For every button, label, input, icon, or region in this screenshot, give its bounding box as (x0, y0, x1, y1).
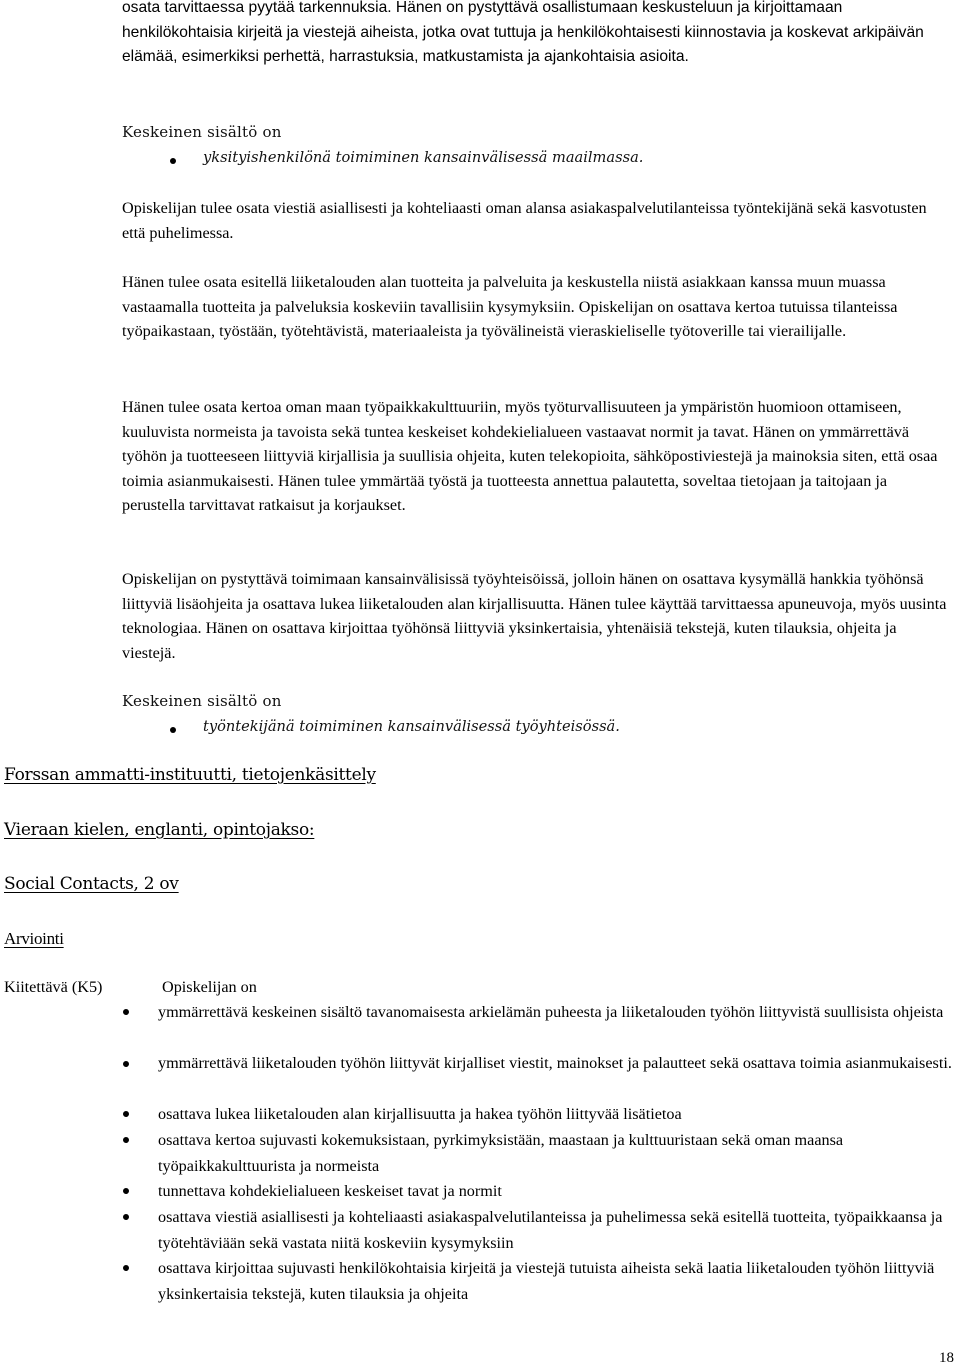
section2-bullet: työntekijänä toimiminen kansainvälisessä työyhteisössä. (203, 718, 620, 735)
bullet-icon (123, 1188, 129, 1194)
bullet-icon (123, 1009, 129, 1015)
criteria-item: tunnettava kohdekielialueen keskeiset tavat ja normit (158, 1182, 502, 1200)
grade-label: Kiitettävä (K5) (4, 978, 103, 996)
bullet-icon (123, 1265, 129, 1271)
section2-heading: Keskeinen sisältö on (122, 692, 282, 710)
bullet-icon (170, 727, 176, 733)
bullet-icon (123, 1137, 129, 1143)
criteria-item: osattava kirjoittaa sujuvasti henkilökohtaisia kirjeitä ja viestejä tutuista aiheista sekä laatia liiketalouden työhön liittyviä yksinkertaisia tekstejä, kuten tilauksia ja ohjeita (158, 1259, 935, 1303)
course-name: Social Contacts, 2 ov (4, 874, 179, 894)
evaluation-heading: Arviointi (4, 929, 64, 948)
page-number: 18 (939, 1350, 954, 1366)
paragraph-3: Hänen tulee osata kertoa oman maan työpaikkakulttuuriin, myös työturvallisuuteen ja ympäristön huomioon ottamiseen, kuuluvista normeista ja tavoista sekä tuntea keskeiset kohdekielialueen vastaavat normit ja tavat. Hänen on ymmärrettävä työhön ja tuotteeseen liittyviä kirjallisia ja suullisia ohjeita, kuten telekopioita, sähköpostiviestejä ja mainoksia siten, että osaa toimia asianmukaisesti. Hänen tulee ymmärtää työstä ja tuotteesta annettua palautetta, soveltaa tietojaan ja taitojaan ja perustella tarvittavat ratkaisut ja korjaukset. (122, 398, 938, 514)
criteria-item: osattava kertoa sujuvasti kokemuksistaan, pyrkimyksistään, maastaan ja kulttuuristaan sekä oman maansa työpaikkakulttuurista ja normeista (158, 1131, 844, 1175)
paragraph-2: Hänen tulee osata esitellä liiketalouden alan tuotteita ja palveluita ja keskustella niistä asiakkaan kanssa muun muassa vastaamalla tuotteita ja palveluksia koskeviin tavallisiin kysymyksiin. Opiskelijan on osattava kertoa tutuissa tilanteissa työpaikastaan, työstään, työtehtävistä, materiaaleista ja työvälineistä vieraskieliselle työtoverille tai vierailijalle. (122, 273, 898, 340)
paragraph-1: Opiskelijan tulee osata viestiä asiallisesti ja kohteliaasti oman alansa asiakaspalvelutilanteissa työntekijänä sekä kasvotusten että puhelimessa. (122, 199, 927, 242)
bullet-icon (170, 158, 176, 164)
course-line: Vieraan kielen, englanti, opintojakso: (4, 820, 315, 840)
section1-heading: Keskeinen sisältö on (122, 123, 282, 141)
bullet-icon (123, 1111, 129, 1117)
bullet-icon (123, 1214, 129, 1220)
paragraph-4: Opiskelijan on pystyttävä toimimaan kansainvälisissä työyhteisöissä, jolloin hänen on osattava kysymällä hankkia työhönsä liittyviä lisäohjeita ja osattava lukea liiketalouden alan kirjallisuutta. Hänen tulee käyttää tarvittaessa apuneuvoja, myös uusinta teknologiaa. Hänen on osattava kirjoittaa työhönsä liittyviä yksinkertaisia, yhtenäisiä tekstejä, kuten tilauksia, ohjeita ja viestejä. (122, 570, 947, 662)
criteria-item: osattava viestiä asiallisesti ja kohteliaasti asiakaspalvelutilanteissa ja puhelimessa sekä esitellä tuotteita, työpaikkaansa ja työtehtäviään sekä vastata niitä koskeviin kysymyksiin (158, 1208, 943, 1252)
criteria-item: ymmärrettävä keskeinen sisältö tavanomaisesta arkielämän puheesta ja liiketalouden työhön liittyvistä suullisista ohjeista (158, 1003, 944, 1021)
grade-intro: Opiskelijan on (162, 978, 257, 996)
criteria-item: ymmärrettävä liiketalouden työhön liittyvät kirjalliset viestit, mainokset ja palautteet sekä osattava toimia asianmukaisesti. (158, 1054, 952, 1072)
bullet-icon (123, 1061, 129, 1067)
section1-bullet: yksityishenkilönä toimiminen kansainvälisessä maailmassa. (203, 149, 644, 166)
top-paragraph: osata tarvittaessa pyytää tarkennuksia. Hänen on pystyttävä osallistumaan keskusteluun ja kirjoittamaan henkilökohtaisia kirjeitä ja viestejä aiheista, jotka ovat tuttuja ja henkilökohtaisesti kiinnostavia ja koskevat arkipäivän elämää, esimerkiksi perhettä, harrastuksia, matkustamista ja ajankohtaisia asioita. (122, 0, 924, 65)
institute-title: Forssan ammatti-instituutti, tietojenkäsittely (4, 765, 376, 785)
criteria-item: osattava lukea liiketalouden alan kirjallisuutta ja hakea työhön liittyvää lisätietoa (158, 1105, 682, 1123)
